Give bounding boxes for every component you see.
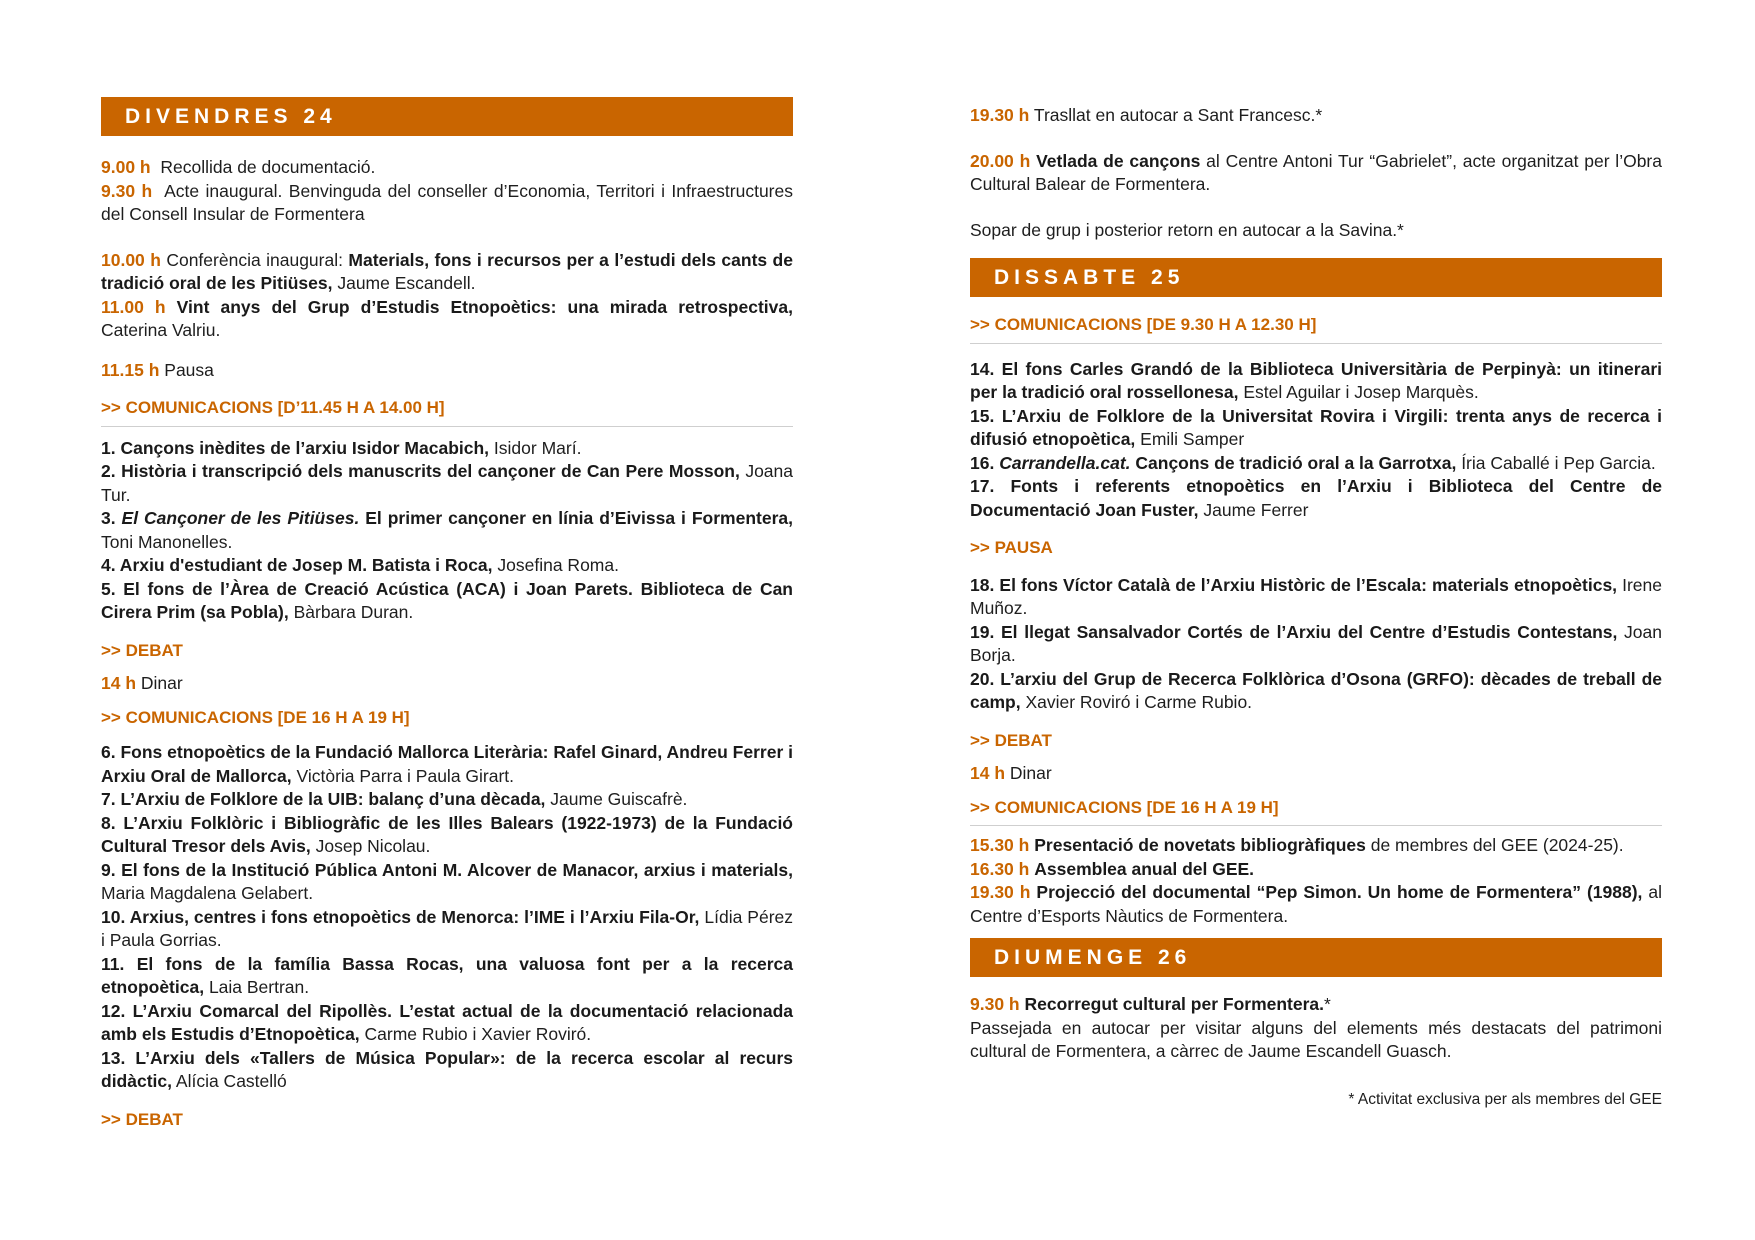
list-item: 1. Cançons inèdites de l’arxiu Isidor Macabich, Isidor Marí. [101,437,582,458]
schedule-item: 9.30 h Recorregut cultural per Formentera.* [970,994,1331,1014]
schedule-item: 9.00 h Recollida de documentació. [101,157,376,177]
list-item: 12. L’Arxiu Comarcal del Ripollès. L’estat actual de la documentació relacionada amb els Estudis d’Etnopoètica, Carme Rubio i Xavier Roviró. [101,1000,793,1044]
list-item: 9. El fons de la Institució Pública Antoni M. Alcover de Manacor, arxius i materials, Maria Magdalena Gelabert. [101,859,793,903]
list-item: 10. Arxius, centres i fons etnopoètics de Menorca: l’IME i l’Arxiu Fila-Or, Lídia Pérez i Paula Gorrias. [101,906,794,950]
section-heading: >> COMUNICACIONS [DE 16 H A 19 H] [101,707,410,727]
list-item: 11. El fons de la família Bassa Rocas, una valuosa font per a la recerca etnopoètica, Laia Bertran. [101,953,793,997]
debat-marker: >> DEBAT [101,1109,183,1129]
section-heading: >> COMUNICACIONS [DE 9.30 H A 12.30 H] [970,313,1662,344]
right-column [970,104,1662,1111]
schedule-item: 11.00 h Vint anys del Grup d’Estudis Etnopoètics: una mirada retrospectiva, Caterina Valriu. [101,296,793,340]
list-item: 3. El Cançoner de les Pitiüses. El primer cançoner en línia d’Eivissa i Formentera, Toni Manonelles. [101,508,793,552]
schedule-item: 11.15 h Pausa [101,359,214,380]
schedule-item: 15.30 h Presentació de novetats bibliogràfiques de membres del GEE (2024-25). [970,835,1624,855]
schedule-item: 14 h Dinar [970,763,1052,783]
debat-marker: >> DEBAT [970,730,1052,750]
schedule-item: 16.30 h Assemblea anual del GEE. [970,858,1255,879]
tour-description: Passejada en autocar per visitar alguns del elements més destacats del patrimoni cultural de Formentera, a càrrec de Jaume Escandell Guasch. [970,1017,1662,1061]
communications-list [970,358,1662,523]
communications-list [970,574,1662,715]
list-item: 7. L’Arxiu de Folklore de la UIB: balanç d’una dècada, Jaume Guiscafrè. [101,789,688,809]
list-item: 20. L’arxiu del Grup de Recerca Folklòrica d’Osona (GRFO): dècades de treball de camp, Xavier Roviró i Carme Rubio. [970,668,1662,712]
day-banner-friday: DIVENDRES 24 [101,97,793,136]
pause-marker: >> PAUSA [970,538,1053,557]
footnote: * Activitat exclusiva per als membres del GEE [1348,1090,1662,1108]
schedule-item: 19.30 h Projecció del documental “Pep Simon. Un home de Formentera” (1988), al Centre d’Esports Nàutics de Formentera. [970,882,1662,926]
dinner-note: Sopar de grup i posterior retorn en autocar a la Savina.* [970,219,1404,240]
day-banner-sunday: DIUMENGE 26 [970,938,1662,977]
left-column [101,97,793,1131]
day-banner-saturday: DISSABTE 25 [970,258,1662,297]
list-item: 14. El fons Carles Grandó de la Biblioteca Universitària de Perpinyà: un itinerari per la tradició oral rossellonesa, Estel Aguilar i Josep Marquès. [970,358,1662,402]
schedule-item: 10.00 h Conferència inaugural: Materials, fons i recursos per a l’estudi dels cants de tradició oral de les Pitiüses, Jaume Escandell. [101,249,793,293]
list-item: 18. El fons Víctor Català de l’Arxiu Històric de l’Escala: materials etnopoètics, Irene Muñoz. [970,574,1662,618]
list-item: 19. El llegat Sansalvador Cortés de l’Arxiu del Centre d’Estudis Contestans, Joan Borja. [970,621,1662,665]
schedule-item: 9.30 h Acte inaugural. Benvinguda del conseller d’Economia, Territori i Infraestructures del Consell Insular de Formentera [101,180,793,224]
list-item: 2. Història i transcripció dels manuscrits del cançoner de Can Pere Mosson, Joana Tur. [101,461,793,505]
list-item: 13. L’Arxiu dels «Tallers de Música Popular»: de la recerca escolar al recurs didàctic, Alícia Castelló [101,1047,793,1091]
list-item: 6. Fons etnopoètics de la Fundació Mallorca Literària: Rafel Ginard, Andreu Ferrer i Arxiu Oral de Mallorca, Victòria Parra i Paula Girart. [101,742,793,786]
section-heading: >> COMUNICACIONS [D’11.45 H A 14.00 H] [101,396,793,427]
debat-marker: >> DEBAT [101,640,183,660]
communications-list [101,741,793,1094]
schedule-item: 14 h Dinar [101,673,183,693]
list-item: 5. El fons de l’Àrea de Creació Acústica (ACA) i Joan Parets. Biblioteca de Can Cirera Prim (sa Pobla), Bàrbara Duran. [101,578,793,622]
afternoon-list [970,834,1662,928]
list-item: 15. L’Arxiu de Folklore de la Universitat Rovira i Virgili: trenta anys de recerca i difusió etnopoètica, Emili Samper [970,405,1662,449]
section-heading: >> COMUNICACIONS [DE 16 H A 19 H] [970,796,1662,827]
communications-list [101,437,793,625]
list-item: 4. Arxiu d'estudiant de Josep M. Batista i Roca, Josefina Roma. [101,555,619,575]
list-item: 17. Fonts i referents etnopoètics en l’Arxiu i Biblioteca del Centre de Documentació Joan Fuster, Jaume Ferrer [970,476,1662,520]
schedule-item: 19.30 h Trasllat en autocar a Sant Francesc.* [970,105,1323,125]
list-item: 8. L’Arxiu Folklòric i Bibliogràfic de les Illes Balears (1922-1973) de la Fundació Cultural Tresor dels Avis, Josep Nicolau. [101,812,793,856]
list-item: 16. Carrandella.cat. Cançons de tradició oral a la Garrotxa, Íria Caballé i Pep Garcia. [970,452,1656,473]
schedule-item: 20.00 h Vetlada de cançons al Centre Antoni Tur “Gabrielet”, acte organitzat per l’Obra Cultural Balear de Formentera. [970,150,1662,194]
